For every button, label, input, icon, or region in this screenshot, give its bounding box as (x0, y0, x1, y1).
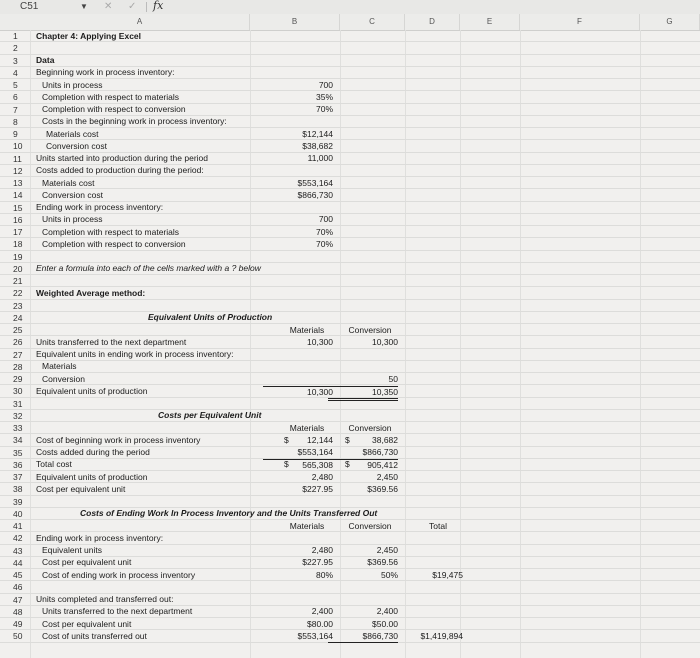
row-number[interactable]: 48 (13, 606, 23, 617)
cell[interactable]: 12,144 (307, 434, 333, 445)
cell[interactable]: $ (345, 459, 350, 470)
cell[interactable]: Data (36, 55, 55, 65)
cell[interactable]: $866,730 (328, 631, 398, 643)
cell[interactable]: Units transferred to the next department (36, 336, 187, 347)
row-number[interactable]: 26 (13, 337, 23, 348)
row-gridline (0, 311, 700, 312)
row-number[interactable]: 18 (13, 239, 23, 250)
cell[interactable]: Equivalent Units of Production (148, 312, 273, 323)
cell[interactable]: Cost per equivalent unit (36, 483, 126, 494)
cell[interactable]: Total (429, 520, 447, 531)
cell[interactable]: Materials cost (42, 177, 95, 188)
cell[interactable]: 700 (318, 79, 333, 90)
cell[interactable]: Units completed and transferred out: (36, 594, 174, 604)
cell[interactable]: Cost of units transferred out (42, 630, 147, 641)
row-number[interactable]: 39 (13, 496, 23, 507)
row-number[interactable]: 31 (13, 398, 23, 409)
cell[interactable]: Equivalent units (42, 545, 103, 555)
row-number[interactable]: 8 (13, 116, 18, 127)
row-number[interactable]: 9 (13, 129, 18, 139)
cell[interactable]: Enter a formula into each of the cells marked with a ? below (36, 263, 261, 274)
cell[interactable]: Beginning work in process inventory: (36, 67, 175, 78)
cell[interactable]: $12,144 (302, 128, 333, 139)
row-number[interactable]: 38 (13, 484, 23, 495)
cell[interactable]: 80% (315, 569, 333, 580)
cell[interactable]: $553,164 (297, 630, 333, 641)
cell[interactable]: $553,164 (297, 447, 333, 457)
cell[interactable]: Units started into production during the period (36, 153, 208, 163)
row-number[interactable]: 19 (13, 251, 23, 262)
row-number[interactable]: 25 (13, 325, 23, 335)
cell[interactable]: Materials (289, 324, 325, 335)
cell[interactable]: $ (284, 434, 289, 445)
row-number[interactable]: 7 (13, 104, 18, 115)
cell[interactable]: $866,730 (297, 189, 333, 200)
cell[interactable]: Units in process (42, 214, 103, 225)
cell[interactable]: $866,730 (362, 447, 398, 457)
cell[interactable]: Costs added during the period (36, 447, 150, 457)
cell[interactable]: Cost of ending work in process inventory (42, 569, 196, 580)
cell[interactable]: 2,480 (311, 545, 333, 555)
cell[interactable]: 565,308 (263, 459, 333, 471)
row-number[interactable]: 23 (13, 300, 23, 311)
cell[interactable]: Costs per Equivalent Unit (158, 410, 262, 421)
row-number[interactable]: 10 (13, 141, 23, 152)
cell[interactable]: Materials (289, 422, 325, 433)
check-icon[interactable]: ✓ (128, 1, 137, 12)
fx-icon[interactable]: fx (153, 0, 164, 12)
column-gridline (460, 30, 461, 658)
column-gridline (250, 30, 251, 658)
cell[interactable]: 35% (315, 91, 333, 102)
column-headers (0, 14, 700, 31)
cell[interactable]: Conversion (348, 422, 392, 433)
row-number[interactable]: 4 (13, 67, 18, 78)
row-number[interactable]: 11 (13, 153, 22, 164)
cell[interactable]: 50% (380, 569, 398, 580)
row-gridline (0, 188, 700, 189)
cell[interactable]: Cost per equivalent unit (42, 618, 132, 629)
cell[interactable]: $369.56 (367, 557, 398, 568)
row-number[interactable]: 47 (13, 594, 23, 605)
row-number[interactable]: 50 (13, 631, 23, 642)
row-number[interactable]: 13 (13, 178, 23, 188)
worksheet-grid[interactable] (0, 30, 700, 658)
row-number[interactable]: 46 (13, 582, 23, 593)
column-header-g[interactable]: G (640, 14, 700, 30)
cell[interactable]: Costs added to production during the period: (36, 165, 204, 176)
row-number[interactable]: 14 (13, 190, 23, 201)
cell[interactable]: 70% (315, 104, 333, 114)
cell[interactable]: Conversion (42, 373, 85, 384)
cell[interactable]: Conversion cost (46, 140, 107, 151)
column-header-d[interactable]: D (405, 14, 460, 30)
row-number[interactable]: 41 (13, 521, 23, 531)
cell[interactable]: 11,000 (307, 153, 333, 163)
cell[interactable]: $50.00 (372, 618, 398, 629)
row-number[interactable]: 49 (13, 619, 23, 629)
cell[interactable]: 905,412 (328, 459, 398, 471)
cell[interactable]: Total cost (36, 459, 72, 470)
row-number[interactable]: 40 (13, 508, 23, 519)
row-number[interactable]: 29 (13, 374, 23, 384)
cell[interactable]: $1,419,894 (420, 630, 463, 641)
row-number[interactable]: 6 (13, 92, 18, 103)
row-number[interactable]: 1 (13, 31, 18, 41)
row-number[interactable]: 30 (13, 386, 23, 397)
name-box[interactable]: C51 (20, 1, 39, 12)
cell[interactable]: Units transferred to the next department (42, 606, 193, 617)
cell[interactable]: 2,480 (311, 471, 333, 482)
column-header-e[interactable]: E (460, 14, 520, 30)
cell[interactable]: Materials cost (46, 128, 99, 139)
cell[interactable]: Completion with respect to conversion (42, 104, 186, 114)
cell[interactable]: Conversion (348, 520, 392, 531)
column-header-b[interactable]: B (250, 14, 340, 30)
cell[interactable]: 10,300 (372, 336, 398, 347)
cell[interactable]: $369.56 (367, 483, 398, 494)
row-number[interactable]: 16 (13, 214, 23, 225)
row-number[interactable]: 43 (13, 545, 23, 556)
cell[interactable]: $227.95 (302, 483, 333, 494)
row-number[interactable]: 28 (13, 361, 23, 372)
cell[interactable]: Equivalent units in ending work in process inventory: (36, 349, 234, 359)
cell[interactable]: Chapter 4: Applying Excel (36, 30, 142, 41)
cell[interactable]: 10,300 (307, 336, 333, 347)
cell[interactable]: 2,450 (376, 545, 398, 555)
cell[interactable]: 70% (315, 238, 333, 249)
cell[interactable]: Weighted Average method: (36, 287, 146, 298)
cell[interactable]: Ending work in process inventory: (36, 532, 164, 543)
cell[interactable]: $80.00 (307, 618, 333, 629)
cell[interactable]: Cost per equivalent unit (42, 557, 132, 568)
column-header-c[interactable]: C (340, 14, 405, 30)
chevron-down-icon[interactable]: ▼ (80, 2, 88, 11)
row-number[interactable]: 37 (13, 472, 23, 482)
cell[interactable]: $553,164 (297, 177, 333, 188)
cell[interactable]: 2,400 (311, 606, 333, 617)
cell[interactable]: Costs of Ending Work In Process Inventory and the Units Transferred Out (80, 508, 378, 519)
cell[interactable]: Completion with respect to conversion (42, 238, 186, 249)
row-number[interactable]: 45 (13, 570, 23, 580)
row-number[interactable]: 21 (13, 276, 23, 286)
cell[interactable]: Completion with respect to materials (42, 226, 180, 237)
cell[interactable]: 700 (318, 214, 333, 225)
cell[interactable]: Completion with respect to materials (42, 91, 180, 102)
cell[interactable]: 50 (388, 373, 398, 384)
row-number[interactable]: 5 (13, 80, 18, 90)
cell[interactable]: Units in process (42, 79, 103, 90)
cell[interactable]: $38,682 (302, 140, 333, 151)
cell[interactable]: Cost of beginning work in process inventory (36, 434, 201, 445)
column-gridline (30, 30, 31, 658)
row-number[interactable]: 15 (13, 202, 23, 213)
row-gridline (0, 409, 700, 410)
cell[interactable]: Materials (289, 520, 325, 531)
cell[interactable]: Equivalent units of production (36, 385, 148, 396)
row-number[interactable]: 22 (13, 288, 23, 299)
cell[interactable]: Materials (42, 361, 77, 372)
cell[interactable]: Conversion cost (42, 189, 103, 200)
row-number[interactable]: 33 (13, 423, 23, 433)
cell[interactable]: 10,350 (328, 386, 398, 401)
column-header-a[interactable]: A (30, 14, 250, 30)
row-number[interactable]: 27 (13, 349, 23, 360)
row-number[interactable]: 2 (13, 43, 18, 54)
row-gridline (0, 54, 700, 55)
row-number[interactable]: 17 (13, 227, 23, 237)
row-number[interactable]: 3 (13, 55, 18, 66)
row-number[interactable]: 34 (13, 435, 23, 446)
row-number[interactable]: 12 (13, 165, 23, 176)
column-header-f[interactable]: F (520, 14, 640, 30)
column-gridline (520, 30, 521, 658)
row-number[interactable]: 44 (13, 557, 23, 568)
row-number[interactable]: 20 (13, 263, 23, 274)
row-number[interactable]: 32 (13, 410, 23, 421)
row-number[interactable]: 42 (13, 533, 23, 544)
cell[interactable]: $227.95 (302, 557, 333, 568)
cell[interactable]: $ (284, 459, 289, 470)
cell[interactable]: Ending work in process inventory: (36, 202, 164, 212)
cell[interactable]: Conversion (348, 324, 392, 335)
cancel-icon[interactable]: ✕ (104, 1, 113, 12)
cell[interactable]: Costs in the beginning work in process inventory: (42, 116, 227, 127)
formula-separator (146, 2, 147, 12)
row-number[interactable]: 36 (13, 459, 23, 470)
cell[interactable]: $19,475 (432, 569, 463, 580)
column-gridline (640, 30, 641, 658)
row-number[interactable]: 35 (13, 447, 23, 458)
cell[interactable]: $ (345, 434, 350, 445)
cell[interactable]: 2,400 (376, 606, 398, 617)
formula-bar (0, 0, 700, 15)
cell[interactable]: 70% (315, 226, 333, 237)
column-gridline (405, 30, 406, 658)
row-number[interactable]: 24 (13, 312, 23, 323)
cell[interactable]: 38,682 (372, 434, 398, 445)
cell[interactable]: 10,300 (263, 386, 333, 398)
cell[interactable]: Equivalent units of production (36, 471, 148, 482)
cell[interactable]: 2,450 (376, 471, 398, 482)
